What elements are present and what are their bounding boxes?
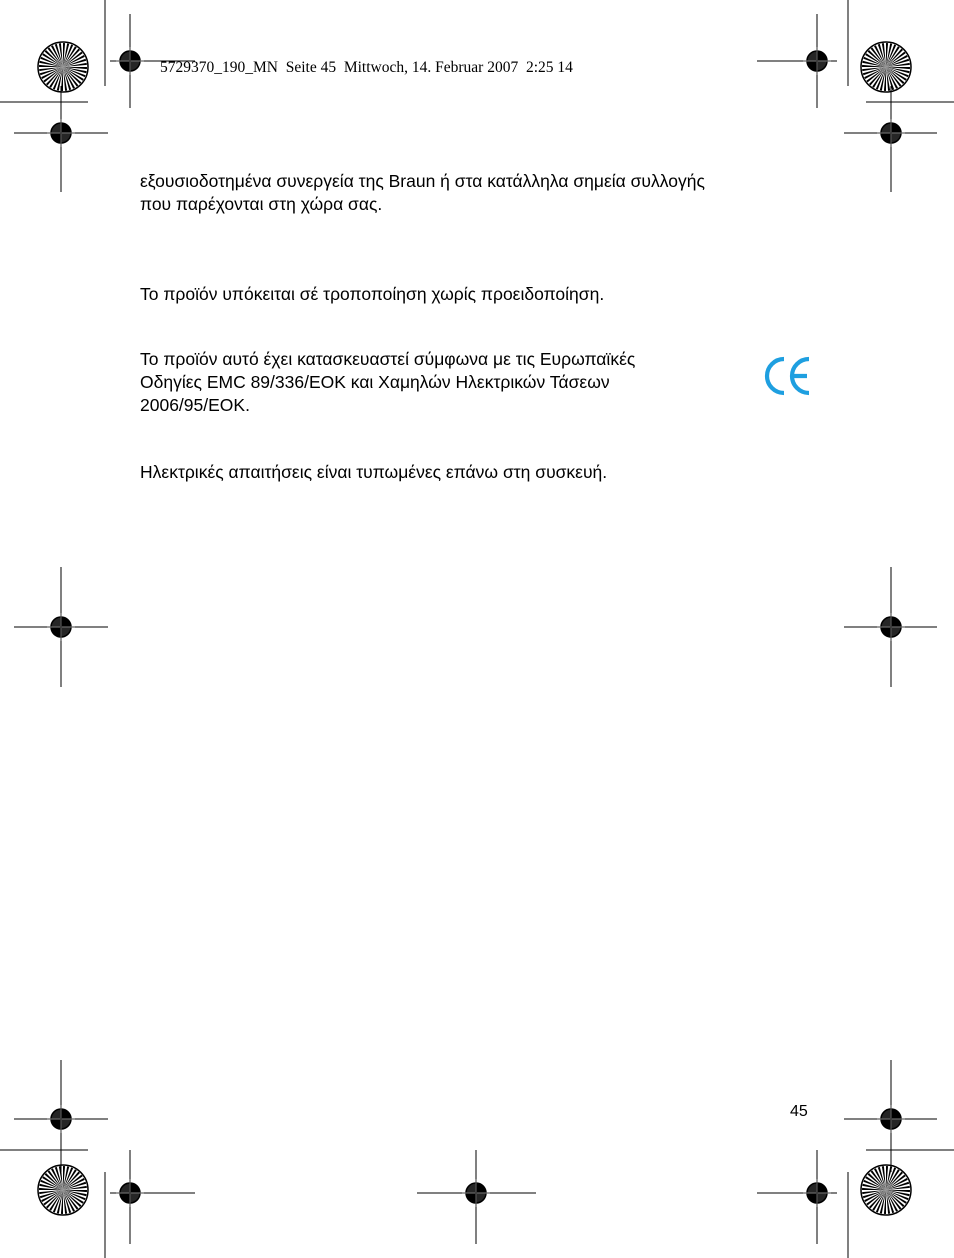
registration-mark-icon	[14, 1060, 108, 1172]
print-slug-header: 5729370_190_MN Seite 45 Mittwoch, 14. Februar 2007 2:25 14	[160, 59, 573, 76]
starburst-target-icon	[861, 1165, 911, 1215]
text-line: Οδηγίες EMC 89/336/EOK και Χαμηλών Ηλεκτρικών Τάσεων	[140, 372, 610, 392]
paragraph-eu-directives	[140, 348, 635, 417]
text-line: Το προϊόν υπόκειται σέ τροποποίηση χωρίς προειδοποίηση.	[140, 284, 605, 304]
paragraph-electrical-requirements	[140, 461, 607, 484]
starburst-target-icon	[38, 42, 88, 92]
text-line: 2006/95/EOK.	[140, 395, 250, 415]
starburst-target-icon	[38, 1165, 88, 1215]
registration-mark-icon	[757, 14, 837, 108]
registration-mark-icon	[14, 567, 108, 687]
registration-mark-icon	[844, 1060, 937, 1172]
text-line: εξουσιοδοτημένα συνεργεία της Braun ή στα κατάλληλα σημεία συλλογής	[140, 171, 705, 191]
starburst-target-icon	[861, 42, 911, 92]
text-line: Το προϊόν αυτό έχει κατασκευαστεί σύμφωνα με τις Ευρωπαϊκές	[140, 349, 636, 369]
registration-mark-icon	[417, 1150, 536, 1244]
page-number: 45	[790, 1103, 808, 1120]
registration-mark-icon	[110, 1150, 195, 1244]
ce-mark-icon	[763, 354, 815, 398]
text-line: Ηλεκτρικές απαιτήσεις είναι τυπωμένες επάνω στη συσκευή.	[140, 462, 608, 482]
paragraph-disposal	[140, 170, 705, 216]
text-line: που παρέχονται στη χώρα σας.	[140, 194, 383, 214]
registration-mark-icon	[844, 567, 937, 687]
paragraph-modification-notice	[140, 283, 604, 306]
registration-mark-icon	[757, 1150, 837, 1244]
